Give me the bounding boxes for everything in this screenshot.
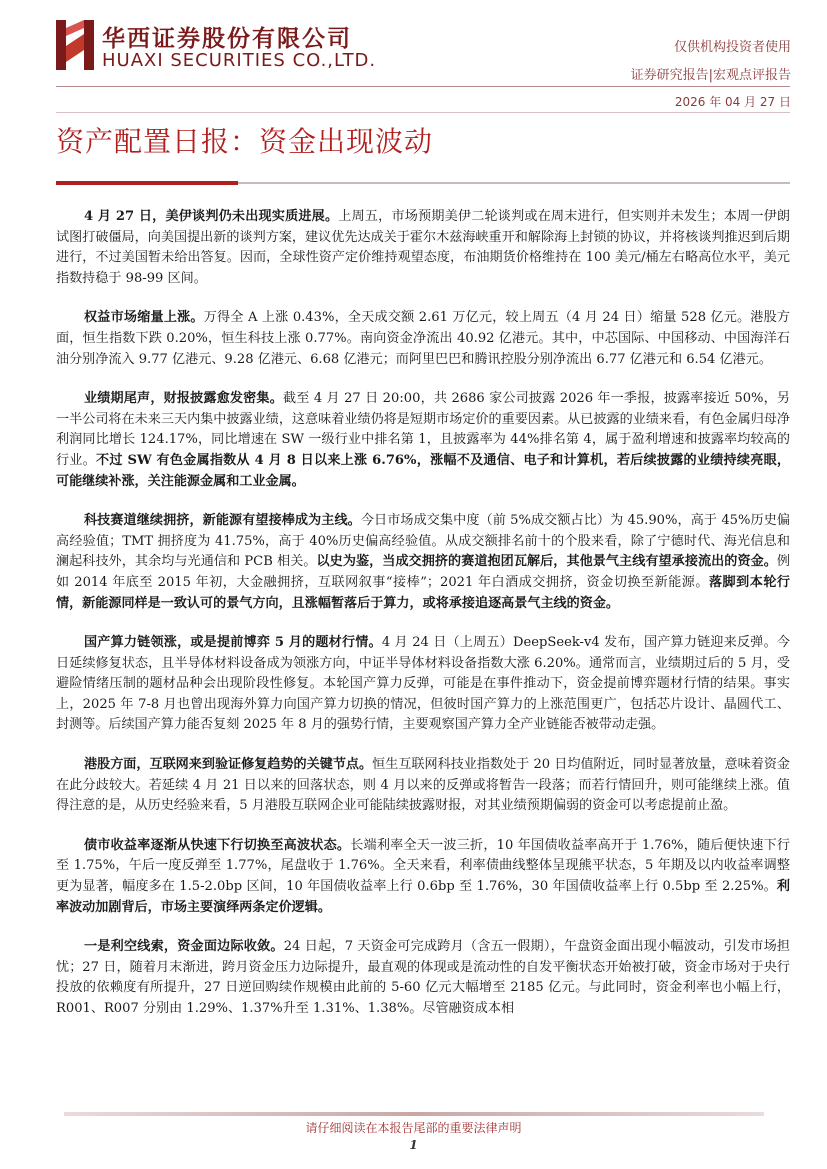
paragraph [56, 511, 790, 614]
paragraph-lead: 4 月 27 日，美伊谈判仍未出现实质进展。 [84, 209, 339, 224]
title-rule [238, 182, 790, 184]
paragraph-text: 24 日起，7 天资金可完成跨月（含五一假期），午盘资金面出现小幅波动，引发市场担忧；27 日，随着月末渐进，跨月资金压力边际提升，最直观的体现或是流动性的自发平衡状态开始被打破，资金市场对于央行投放的依赖度有所提升，27 日逆回购续作规模由此前的 5-60 亿元大幅增至 2185 亿元。与此同时，资金利率也小幅上行，R001、R007 分别由 1.29%、1.37%升至 1.31%、1.38%。尽管融资成本相 [56, 939, 791, 1016]
paragraph-lead: 业绩期尾声，财报披露愈发密集。 [84, 391, 283, 407]
paragraph-conclusion: 不过 SW 有色金属指数从 4 月 8 日以来上涨 6.76%，涨幅不及通信、电子和计算机，若后续披露的业绩持续亮眼，可能继续补涨，关注能源金属和工业金属。 [56, 452, 791, 489]
paragraph-lead: 一是利空线索，资金面边际收敛。 [84, 939, 284, 955]
paragraph [56, 207, 790, 289]
legal-disclaimer-note: 请仔细阅读在本报告尾部的重要法律声明 [305, 1121, 522, 1135]
audience-note: 仅供机构投资者使用 [673, 40, 791, 55]
paragraph [56, 389, 790, 492]
report-title: 资产配置日报：资金出现波动 [56, 125, 434, 158]
paragraph [56, 308, 790, 370]
paragraph-lead: 科技赛道继续拥挤，新能源有望接棒成为主线。 [84, 513, 361, 529]
paragraph-text: 上周五，市场预期美伊二轮谈判或在周末进行，但实则并未发生；本周一伊朗试图打破僵局，向美国提出新的谈判方案，建议优先达成关于霍尔木兹海峡重开和解除海上封锁的协议，并将核谈判推迟到后期进行，不过美国暂未给出答复。因而，全球性资产定价维持观望态度，布油期货价格维持在 100 美元/桶左右略高位水平，美元指数持稳于 98-99 区间。 [56, 209, 791, 286]
paragraph [56, 755, 790, 817]
paragraph-conclusion: 落脚到本轮行情，新能源同样是一致认可的景气方向，且涨幅暂落后于算力，或将承接追逐高景气主线的资金。 [56, 574, 791, 611]
paragraph-lead: 国产算力链领涨，或是提前博弈 5 月的题材行情。 [84, 635, 382, 651]
paragraph-text: 截至 4 月 27 日 20:00，共 2686 家公司披露 2026 年一季报，披露率接近 50%，另一半公司将在未来三天内集中披露业绩，这意味着业绩仍将是短期市场定价的重要因素。从已披露的业绩来看，有色金属归母净利润同比增长 124.17%，同比增速在 SW 一级行业中排名第 1，且披露率为 44%排名第 4，属于盈利增速和披露率均较高的行业。 [56, 391, 790, 468]
paragraph-lead: 权益市场缩量上涨。 [84, 310, 204, 326]
report-category: 证券研究报告|宏观点评报告 [630, 68, 791, 83]
paragraph-conclusion: 利率波动加剧背后，市场主要演绎两条定价逻辑。 [56, 879, 790, 915]
paragraph-emphasis: 以史为鉴，当成交拥挤的赛道抱团瓦解后，其他景气主线有望承接流出的资金。 [316, 554, 777, 570]
page-number: 1 [409, 1138, 418, 1152]
report-body [56, 207, 790, 1039]
footer-divider [64, 1112, 764, 1116]
report-date: 2026 年 04 月 27 日 [674, 95, 791, 109]
header-divider [56, 86, 790, 87]
paragraph-text: 4 月 24 日（上周五）DeepSeek-v4 发布，国产算力链迎来反弹。今日延续修复状态，且半导体材料设备成为领涨方向，中证半导体材料设备指数大涨 6.20%。通常而言，业绩期过后的 5 月，受避险情绪压制的题材品种会出现阶段性修复。本轮国产算力反弹，可能是在事件推动下，资金提前博弈题材行情的结果。事实上，2025 年 7-8 月也曾出现海外算力向国产算力切换的情况，但彼时国产算力的上涨范围更广，包括芯片设计、晶圆代工、封测等。后续国产算力能否复刻 2025 年 8 月的强势行情，主要观察国产算力全产业链能否被带动走强。 [56, 635, 790, 733]
huaxi-logo-icon [56, 20, 94, 70]
company-name-en: HUAXI SECURITIES CO.,LTD. [102, 50, 377, 71]
paragraph [56, 633, 790, 736]
paragraph-text: 今日市场成交集中度（前 5%成交额占比）为 45.90%，高于 45%历史偏高经验值；TMT 拥挤度为 41.75%，高于 40%历史偏高经验值。从成交额排名前十的个股来看，除了宁德时代、海光信息和澜起科技外，其余均与光通信和 PCB 相关。 [56, 513, 790, 570]
paragraph-lead: 债市收益率逐渐从快速下行切换至高波状态。 [84, 837, 351, 853]
company-name-cn: 华西证券股份有限公司 [102, 26, 352, 52]
title-accent-rule [56, 181, 238, 185]
paragraph-text: 长端利率全天一波三折，10 年国债收益率高开于 1.76%，随后便快速下行至 1.75%，午后一度反弹至 1.77%，尾盘收于 1.76%。全天来看，利率债曲线整体呈现熊平状态，5 年期及以内收益率调整更为显著，幅度多在 1.5-2.0bp 区间，10 年国债收益率上行 0.6bp 至 1.76%，30 年国债收益率上行 0.5bp 至 2.25%。 [56, 837, 790, 895]
paragraph-text: 万得全 A 上涨 0.43%，全天成交额 2.61 万亿元，较上周五（4 月 24 日）缩量 528 亿元。港股方面，恒生指数下跌 0.20%，恒生科技上涨 0.77%。南向资金净流出 40.92 亿港元。其中，中芯国际、中国移动、中国海洋石油分别净流入 9.77 亿港元、9.28 亿港元、6.68 亿港元；而阿里巴巴和腾讯控股分别净流出 6.77 亿港元和 6.54 亿港元。 [56, 310, 791, 367]
paragraph-lead: 港股方面，互联网来到验证修复趋势的关键节点。 [84, 757, 373, 773]
paragraph [56, 836, 790, 918]
paragraph [56, 937, 790, 1019]
date-divider [56, 112, 790, 113]
paragraph-text: 例如 2014 年底至 2015 年初，大金融拥挤，互联网叙事“接棒”；2021 年白酒成交拥挤，资金切换至新能源。 [56, 554, 790, 590]
paragraph-text: 恒生互联网科技业指数处于 20 日均值附近，同时显著放量，意味着资金在此分歧较大。若延续 4 月 21 日以来的回落状态，则 4 月以来的反弹或将暂告一段落；而若行情回升，则可能继续上涨。值得注意的是，从历史经验来看，5 月港股互联网企业可能陆续披露财报，对其业绩预期偏弱的资金可以考虑提前止盈。 [56, 757, 791, 814]
